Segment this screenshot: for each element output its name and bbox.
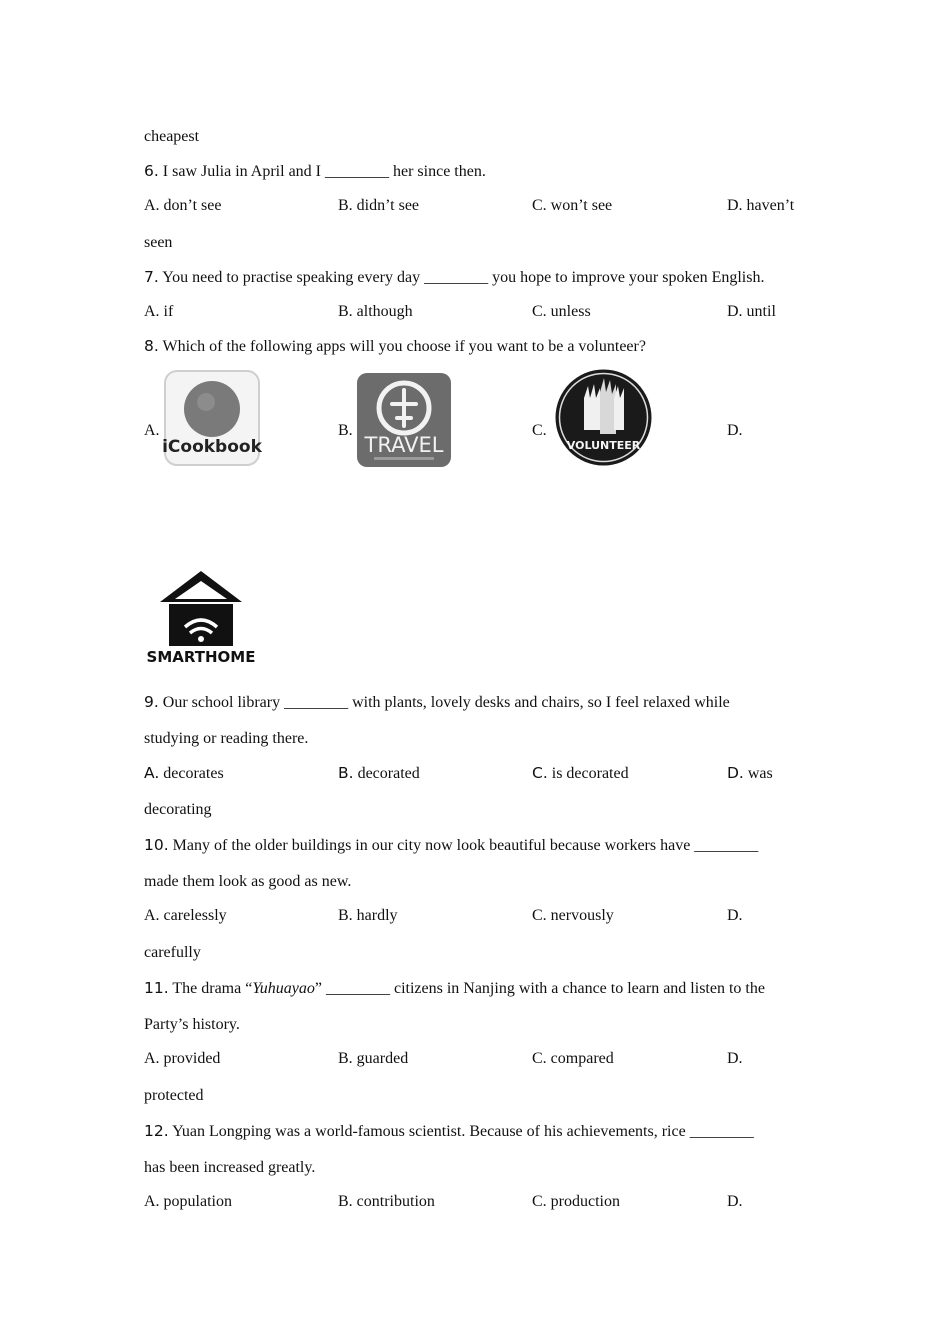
- icookbook-logo-text: iCookbook: [162, 437, 262, 457]
- travel-app-logo: [356, 372, 452, 468]
- option-d: D. haven’t: [727, 197, 795, 214]
- question-text-continued: studying or reading there.: [144, 730, 309, 747]
- question-number: 12.: [144, 1122, 169, 1140]
- option-c: C. won’t see: [532, 197, 613, 214]
- volunteer-logo-text: VOLUNTEER: [566, 439, 641, 452]
- question-text: ” ________ citizens in Nanjing with a chance to learn and listen to the: [314, 980, 765, 997]
- option-a: A. population: [144, 1193, 232, 1210]
- question-text: You need to practise speaking every day ________ you hope to improve your spoken English.: [158, 269, 765, 286]
- wrapped-option-text: carefully: [144, 944, 201, 961]
- option-b: B.: [338, 422, 353, 439]
- option-c: C. production: [532, 1193, 620, 1210]
- question-number: 7.: [144, 268, 159, 286]
- question-6: [144, 161, 486, 182]
- question-10-options: [144, 906, 824, 926]
- question-number: 8.: [144, 337, 159, 355]
- drama-title: Yuhuayao: [252, 980, 315, 997]
- question-text: Many of the older buildings in our city now look beautiful because workers have ________: [168, 837, 759, 854]
- question-text: Yuan Longping was a world-famous scientist. Because of his achievements, rice ________: [168, 1123, 754, 1140]
- wrapped-option-text: seen: [144, 234, 173, 251]
- question-11: [144, 978, 765, 999]
- question-text-continued: Party’s history.: [144, 1016, 240, 1033]
- option-d: D. until: [727, 303, 776, 320]
- option-d: D.: [727, 422, 743, 439]
- question-text-continued: has been increased greatly.: [144, 1159, 316, 1176]
- question-text: I saw Julia in April and I ________ her since then.: [158, 163, 486, 180]
- question-number: 10.: [144, 836, 169, 854]
- question-6-options: [144, 196, 824, 216]
- option-d: D.: [727, 1193, 743, 1210]
- option-a: A. provided: [144, 1050, 221, 1067]
- question-9-options: [144, 763, 824, 783]
- travel-logo-text: TRAVEL: [364, 433, 444, 457]
- question-number: 11.: [144, 979, 169, 997]
- option-d: D.: [727, 907, 743, 924]
- question-11-options: [144, 1049, 824, 1069]
- question-12: [144, 1121, 754, 1142]
- option-a: A. carelessly: [144, 907, 227, 924]
- option-a: A. decorates: [144, 764, 224, 782]
- question-12-options: [144, 1192, 824, 1212]
- question-number: 9.: [144, 693, 159, 711]
- option-a: A. if: [144, 303, 174, 320]
- question-7-options: [144, 302, 824, 322]
- wrapped-option-text: cheapest: [144, 128, 200, 145]
- question-9: [144, 692, 730, 713]
- option-b: B. guarded: [338, 1050, 409, 1067]
- option-c: C. is decorated: [532, 764, 629, 782]
- question-text: Our school library ________ with plants, lovely desks and chairs, so I feel relaxed while: [158, 694, 730, 711]
- icookbook-app-logo: [163, 369, 261, 467]
- question-text: The drama “: [168, 980, 253, 997]
- option-c: C. nervously: [532, 907, 614, 924]
- question-8: [144, 336, 646, 357]
- option-c: C. compared: [532, 1050, 614, 1067]
- question-number: 6.: [144, 162, 159, 180]
- option-d: D.: [727, 1050, 743, 1067]
- option-b: B. hardly: [338, 907, 398, 924]
- option-b: B. contribution: [338, 1193, 435, 1210]
- wrapped-option-text: decorating: [144, 801, 212, 818]
- option-b: B. didn’t see: [338, 197, 420, 214]
- question-10: [144, 835, 758, 856]
- smarthome-app-logo: [146, 569, 256, 666]
- wrapped-option-text: protected: [144, 1087, 204, 1104]
- smarthome-logo-text: SMARTHOME: [146, 648, 256, 666]
- question-text: Which of the following apps will you choose if you want to be a volunteer?: [158, 338, 646, 355]
- option-a: A.: [144, 422, 160, 439]
- option-b: B. decorated: [338, 764, 420, 782]
- option-a: A. don’t see: [144, 197, 222, 214]
- option-c: C.: [532, 422, 547, 439]
- volunteer-app-logo: [554, 368, 653, 467]
- option-d: D. was: [727, 764, 773, 782]
- question-7: [144, 267, 764, 288]
- option-c: C. unless: [532, 303, 591, 320]
- option-b: B. although: [338, 303, 413, 320]
- question-text-continued: made them look as good as new.: [144, 873, 352, 890]
